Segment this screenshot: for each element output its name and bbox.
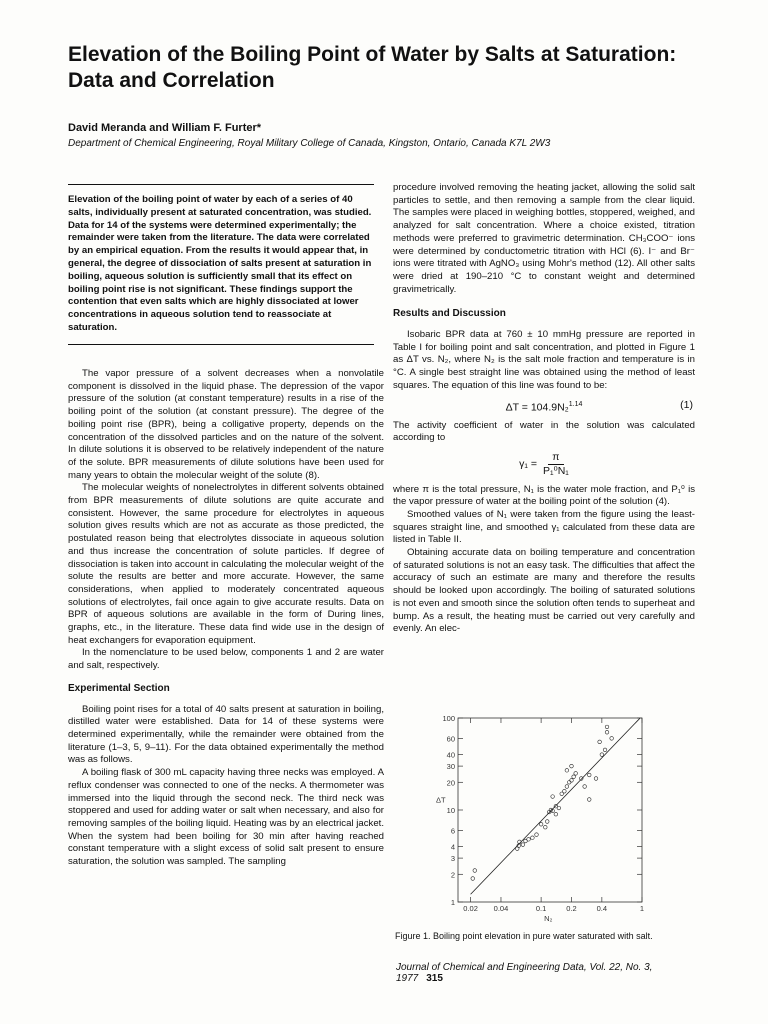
paper-title: Elevation of the Boiling Point of Water by Salts at Saturation: Data and Correlation <box>68 43 677 92</box>
data-point <box>598 740 602 744</box>
abstract <box>68 184 374 345</box>
x-tick-label: 0.1 <box>535 904 547 913</box>
x-tick-label: 1 <box>639 904 645 913</box>
data-point <box>521 843 525 847</box>
data-point <box>535 833 539 837</box>
x-tick-label: 0.04 <box>493 904 509 913</box>
equation-2 <box>393 451 695 477</box>
data-point <box>471 877 475 881</box>
y-tick-label: 1 <box>450 898 455 907</box>
data-point <box>603 748 607 752</box>
section-heading-experimental: Experimental Section <box>68 682 170 694</box>
paragraph: In the nomenclature to be used below, components 1 and 2 are water and salt, respectively. <box>68 647 384 672</box>
data-point <box>574 772 578 776</box>
data-point <box>531 836 535 840</box>
equation-2-denominator: P₁⁰N₁ <box>542 464 569 477</box>
equation-1-text: ΔT = 104.9N₂$^{1.14}$ <box>505 400 583 414</box>
data-point <box>605 730 609 734</box>
paragraph: The activity coefficient of water in the solution was calculated according to <box>393 419 695 444</box>
y-tick-label: 60 <box>446 734 455 744</box>
data-point <box>565 769 569 773</box>
y-axis-label: ΔT <box>436 795 446 805</box>
figure-1 <box>430 712 660 922</box>
data-point <box>587 773 591 777</box>
page-number: 315 <box>426 973 443 984</box>
data-point <box>600 753 604 757</box>
data-point <box>572 775 576 779</box>
x-tick-label: 0.02 <box>463 904 478 913</box>
data-point <box>594 777 598 781</box>
paragraph: procedure involved removing the heating jacket, allowing the solid salt particles to settle, and then removing a sample from the clear liquid. The samples were placed in weighing bottles, stoppered, weighed, and analyzed for salt concentration. Where a choice existed, titration methods were preferred to gravimetric determination. CH₃COO⁻ ions were determined by conductometric titration with HCl (6). I⁻ and Br⁻ ions were titrated with AgNO₃ using Mohr's method (12). All other salts were dried at 190–210 °C to constant weight and determined gravimetrically. <box>393 182 695 295</box>
y-tick-label: 3 <box>450 854 455 864</box>
journal-citation: Journal of Chemical and Engineering Data, Vol. 22, No. 3, 1977 <box>396 962 653 984</box>
equation-1-exponent: 1.14 <box>568 400 583 408</box>
y-tick-label: 100 <box>442 714 455 723</box>
y-tick-label: 40 <box>446 750 455 760</box>
x-tick-label: 0.2 <box>566 904 577 913</box>
y-tick-label: 20 <box>446 778 455 788</box>
paragraph: The vapor pressure of a solvent decreases when a nonvolatile component is dissolved in the liquid phase. The depression of the vapor pressure of the solution (at constant temperature) results in a rise of the boiling point of the solution (at constant pressure). The degree of the boiling point rise (BPR), being a colligative property, depends on the concentration of the dissolved particles and on the nature of the solvent. In dilute solutions it is observed to be relatively independent of the nature of the solute. BPR measurements of dilute solutions have been used for many years to obtain the molecular weight of the solute (8). <box>68 368 384 481</box>
figure-caption: Figure 1. Boiling point elevation in pure water saturated with salt. <box>395 931 653 941</box>
section-heading-results: Results and Discussion <box>393 308 506 320</box>
plot-frame <box>458 718 642 902</box>
data-point <box>563 789 567 793</box>
boiling-point-chart <box>430 712 660 922</box>
data-point <box>570 779 574 783</box>
data-point <box>543 825 547 829</box>
data-point <box>565 785 569 789</box>
abstract-text: Elevation of the boiling point of water by each of a series of 40 salts, individually present at saturated concentration, was studied. Data for 14 of the systems were determined experimentally; the remainder were taken from the literature. The data were correlated by an empirical equation. From the results it would appear that, in general, the degree of dissociation of salts present at saturation in boiling, aqueous solution is sufficiently small that its effect on boiling point rise is not significant. These findings support the contention that even salts which are highly dissociated at lower concentrations in aqueous solution tend to reassociate at saturation. <box>68 194 372 333</box>
y-tick-label: 2 <box>450 870 455 880</box>
data-point <box>567 781 571 785</box>
data-point <box>551 795 555 799</box>
fit-line <box>471 718 640 894</box>
data-point <box>473 869 477 873</box>
data-point <box>570 764 574 768</box>
paragraph: where π is the total pressure, N₁ is the water mole fraction, and P₁⁰ is the vapor pressure of water at the boiling point of the solution (4). <box>393 483 695 508</box>
data-point <box>539 822 543 826</box>
paragraph: Obtaining accurate data on boiling temperature and concentration of saturated solutions is not an easy task. The difficulties that affect the accuracy of such an estimate are many and therefore the results should be looked upon accordingly. The boiling of saturated solutions is not even and smooth since the solution often tends to superheat and bump. As a result, the heating must be carried out very carefully and evenly. An elec- <box>393 547 695 635</box>
page-footer <box>396 962 696 984</box>
data-point <box>557 806 561 810</box>
paragraph: Isobaric BPR data at 760 ± 10 mmHg pressure are reported in Table I for boiling point and salt concentration, and plotted in Figure 1 as ΔT vs. N₂, where N₂ is the salt mole fraction and temperature is in °C. A single best straight line was obtained using the method of least squares. The equation of this line was found to be: <box>393 329 695 391</box>
data-point <box>527 838 531 842</box>
data-point <box>583 785 587 789</box>
paragraph: The molecular weights of nonelectrolytes in different solvents obtained from BPR measurements of dilute solutions are quite accurate and consistent. However, the same procedure for electrolytes in aqueous solution gives results which are not as accurate as those predicted, the postulated reason being that electrolytes dissociate in aqueous solution and thus increase the concentration of solute particles. If degree of dissociation is taken into account in calculating the molecular weight of the solute the results are better and more accurate. However, the same considerations, when applied to moderately concentrated aqueous solutions of electrolytes, fail once again to give accurate results. Data on BPR of aqueous solutions are available in the form of During lines, graphs, etc., in the literature. These data find wide use in the design of heat exchangers for evaporation equipment. <box>68 482 384 646</box>
y-tick-label: 6 <box>450 826 455 836</box>
data-point <box>554 812 558 816</box>
equation-2-lhs: γ₁ = <box>519 458 537 470</box>
paragraph: A boiling flask of 300 mL capacity having three necks was employed. A reflux condenser was connected to one of the necks. A thermometer was immersed into the liquid through the second neck. The third neck was stoppered and used for adding water or salt when necessary, and also for removing samples of the boiling liquid. Heating was by an electrical jacket. When the system had been boiling for 30 min after having reached constant temperature with a slight excess of solid salt present to ensure saturation, the solution was sampled. The sampling <box>68 767 384 868</box>
authors: David Meranda and William F. Furter* <box>68 122 262 134</box>
right-column <box>393 182 695 636</box>
x-tick-label: 0.4 <box>596 904 608 913</box>
x-axis-label: N₂ <box>544 914 553 922</box>
y-tick-label: 4 <box>450 842 455 852</box>
y-tick-label: 10 <box>446 806 455 815</box>
data-point <box>610 737 614 741</box>
equation-1-number: (1) <box>680 398 693 411</box>
left-column <box>68 368 384 869</box>
equation-1 <box>393 399 695 414</box>
data-point <box>605 725 609 729</box>
y-tick-label: 30 <box>446 762 455 772</box>
paragraph: Smoothed values of N₁ were taken from the figure using the least-squares straight line, and smoothed γ₁ calculated from these data are listed in Table II. <box>393 508 695 546</box>
paragraph: Boiling point rises for a total of 40 salts present at saturation in boiling, distilled water were established. Data for 14 of these systems were determined experimentally, while the remainder were obtained from the literature (1–3, 5, 9–11). For the data obtained experimentally the method was as follows. <box>68 703 384 766</box>
data-point <box>545 820 549 824</box>
equation-2-numerator: π <box>548 451 563 465</box>
affiliation: Department of Chemical Engineering, Royal Military College of Canada, Kingston, Ontario, Canada K7L 2W3 <box>68 138 551 149</box>
data-point <box>587 798 591 802</box>
